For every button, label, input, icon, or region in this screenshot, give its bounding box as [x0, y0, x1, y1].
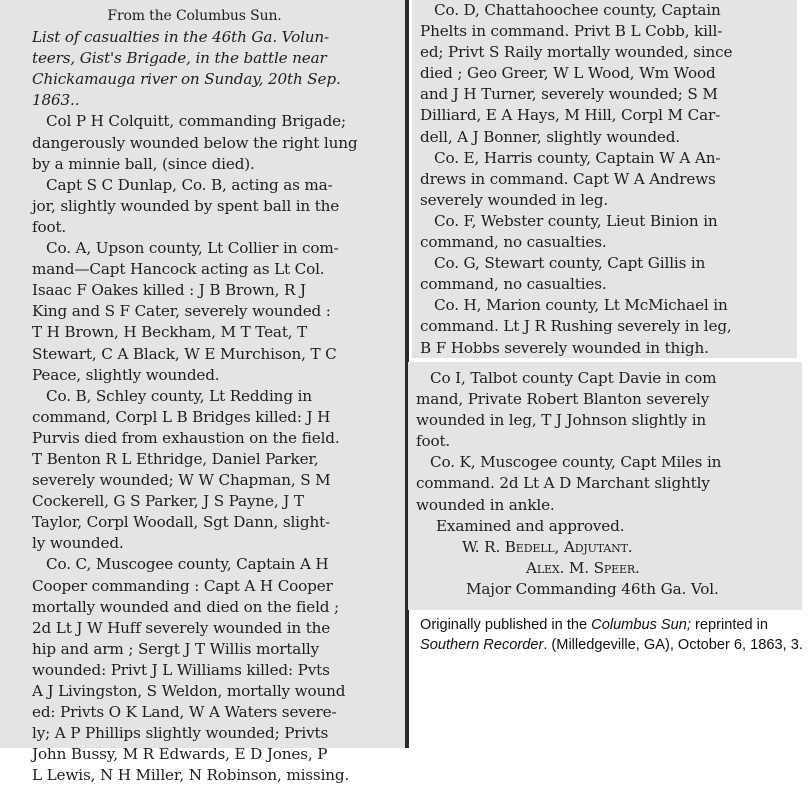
text-line: severely wounded in leg. [420, 190, 609, 209]
text-line: foot. [32, 217, 67, 236]
text-line: by a minnie ball, (since died). [32, 154, 255, 173]
text-line: Major Commanding 46th Ga. Vol. [466, 579, 719, 598]
text-line: wounded: Privt J L Williams killed: Pvts [32, 660, 330, 679]
newspaper-clipping-right-bottom [408, 362, 802, 610]
text-line: mand—Capt Hancock acting as Lt Col. [32, 260, 325, 279]
text-line: wounded in ankle. [416, 495, 555, 514]
text-line: Col P H Colquitt, commanding Brigade; [46, 112, 346, 131]
text-line: Taylor, Corpl Woodall, Sgt Dann, slight- [32, 513, 331, 532]
text-line: ly wounded. [32, 534, 124, 553]
text-line: Dilliard, E A Hays, M Hill, Corpl M Car- [420, 106, 721, 125]
text-line: Alex. M. Speer. [526, 558, 640, 577]
text-line: W. R. Bedell, Adjutant. [462, 537, 633, 556]
newspaper-clipping-right-top [412, 0, 797, 358]
caption-text: . (Milledgeville, GA), October 6, 1863, 3. [543, 637, 803, 653]
newspaper-clipping-left-column [0, 0, 405, 785]
text-line: drews in command. Capt W A Andrews [420, 169, 716, 188]
text-line: command, no casualties. [420, 233, 607, 252]
text-line: died ; Geo Greer, W L Wood, Wm Wood [420, 64, 716, 83]
text-line: jor, slightly wounded by spent ball in the [32, 196, 340, 215]
text-line: T H Brown, H Beckham, M T Teat, T [32, 323, 308, 342]
text-line: Phelts in command. Privt B L Cobb, kill- [420, 22, 723, 41]
text-line: and J H Turner, severely wounded; S M [420, 85, 718, 104]
text-line: Co. B, Schley county, Lt Redding in [46, 386, 312, 405]
text-line: Purvis died from exhaustion on the field. [32, 428, 340, 447]
text-line: John Bussy, M R Edwards, E D Jones, P [32, 745, 328, 764]
text-line: ed: Privts O K Land, W A Waters severe- [32, 703, 337, 722]
caption-text: reprinted in [690, 617, 769, 633]
caption-reprint-title: Southern Recorder [420, 637, 544, 653]
text-line: 1863.. [32, 91, 80, 110]
caption-text: Originally published in the [420, 617, 592, 633]
text-line: Isaac F Oakes killed : J B Brown, R J [32, 281, 306, 300]
text-line: From the Columbus Sun. [107, 8, 282, 24]
text-line: 2d Lt J W Huff severely wounded in the [32, 618, 331, 637]
text-line: Cooper commanding : Capt A H Cooper [32, 576, 333, 595]
text-line: A J Livingston, S Weldon, mortally wound [32, 682, 346, 700]
text-line: mand, Private Robert Blanton severely [416, 390, 710, 409]
text-line: command. Lt J R Rushing severely in leg, [420, 317, 732, 336]
text-line: King and S F Cater, severely wounded : [32, 302, 331, 321]
text-line: hip and arm ; Sergt J T Willis mortally [32, 639, 320, 658]
text-line: B F Hobbs severely wounded in thigh. [420, 338, 709, 357]
text-line: Co. G, Stewart county, Capt Gillis in [434, 254, 706, 273]
text-line: Capt S C Dunlap, Co. B, acting as ma- [46, 175, 333, 194]
text-line: command. 2d Lt A D Marchant slightly [416, 474, 710, 493]
text-line: mortally wounded and died on the field ; [32, 597, 339, 616]
text-line: command, Corpl L B Bridges killed: J H [32, 407, 331, 426]
text-line: Chickamauga river on Sunday, 20th Sep. [32, 70, 341, 89]
text-line: Co. C, Muscogee county, Captain A H [46, 555, 329, 574]
text-line: List of casualties in the 46th Ga. Volun- [32, 28, 330, 47]
text-line: Co. A, Upson county, Lt Collier in com- [46, 239, 339, 258]
text-line: Co. H, Marion county, Lt McMichael in [434, 296, 728, 315]
text-line: Co. D, Chattahoochee county, Captain [434, 1, 721, 19]
source-caption [420, 615, 804, 655]
text-line: ed; Privt S Raily mortally wounded, since [420, 43, 733, 62]
caption-newspaper-title: Columbus Sun; [591, 617, 691, 633]
text-line: dell, A J Bonner, slightly wounded. [420, 127, 680, 146]
text-line: Co. E, Harris county, Captain W A An- [434, 148, 721, 167]
text-line: dangerously wounded below the right lung [32, 133, 358, 152]
text-line: Co. K, Muscogee county, Capt Miles in [430, 453, 722, 472]
text-line: Stewart, C A Black, W E Murchison, T C [32, 344, 337, 363]
text-line: Co I, Talbot county Capt Davie in com [430, 369, 717, 387]
text-line: foot. [416, 432, 451, 451]
text-line: T Benton R L Ethridge, Daniel Parker, [32, 449, 319, 468]
text-line: Cockerell, G S Parker, J S Payne, J T [32, 492, 304, 511]
text-line: teers, Gist's Brigade, in the battle near [32, 49, 327, 68]
text-line: ly; A P Phillips slightly wounded; Privts [32, 724, 329, 743]
text-line: Co. F, Webster county, Lieut Binion in [434, 211, 718, 230]
text-line: command, no casualties. [420, 275, 607, 294]
text-line: Peace, slightly wounded. [32, 365, 220, 384]
text-line: Examined and approved. [436, 516, 625, 535]
text-line: L Lewis, N H Miller, N Robinson, missing. [32, 766, 350, 785]
text-line: severely wounded; W W Chapman, S M [32, 471, 331, 490]
text-line: wounded in leg, T J Johnson slightly in [416, 411, 707, 430]
